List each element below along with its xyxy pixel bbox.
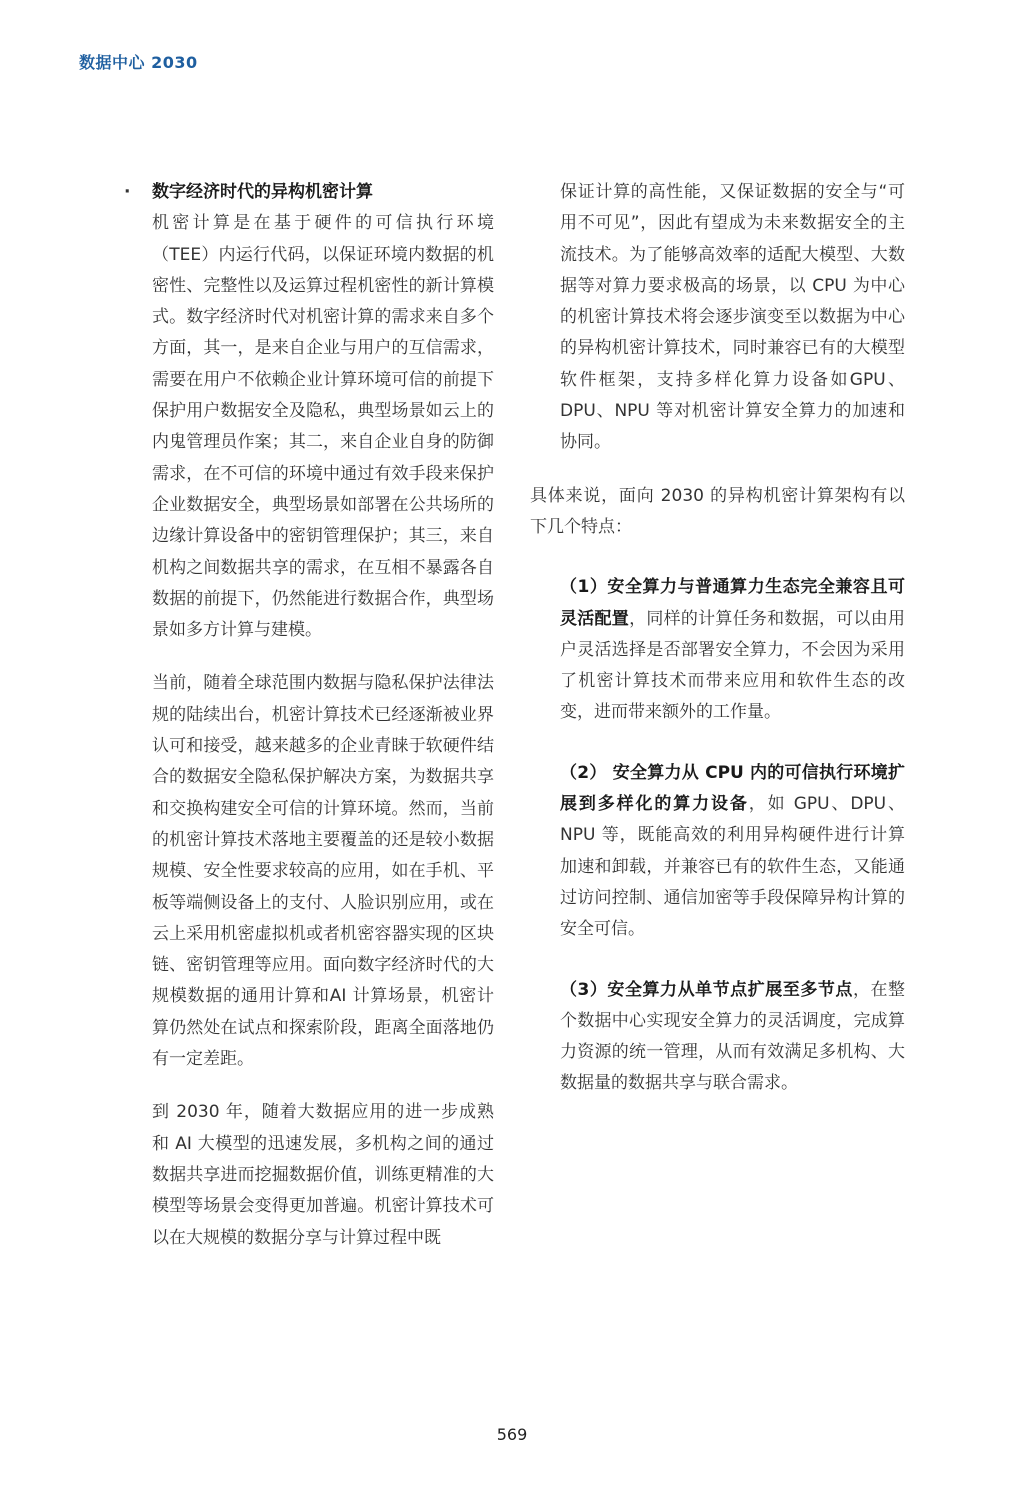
continuation-paragraph: 保证计算的高性能，又保证数据的安全与“可用不可见”，因此有望成为未来数据安全的主流技术。为了能够高效率的适配大模型、大数据等对算力要求极高的场景，以 CPU 为中心的机密计算技术将会逐步演变至以数据为中心的异构机密计算技术，同时兼容已有的大模型软件框架，支持多样化算力设备如GPU、DPU、NPU 等对机密计算安全算力的加速和协同。 [560, 182, 905, 453]
section-heading [124, 177, 494, 208]
body-paragraph-1: 机密计算是在基于硬件的可信执行环境（TEE）内运行代码，以保证环境内数据的机密性、完整性以及运算过程机密性的新计算模式。数字经济时代对机密计算的需求来自多个方面，其一，是来自企业与用户的互信需求，需要在用户不依赖企业计算环境可信的前提下保护用户数据安全及隐私，典型场景如云上的内鬼管理员作案；其二，来自企业自身的防御需求，在不可信的环境中通过有效手段来保护企业数据安全，典型场景如部署在公共场所的边缘计算设备中的密钥管理保护；其三，来自机构之间数据共享的需求，在互相不暴露各自数据的前提下，仍然能进行数据合作，典型场景如多方计算与建模。 [152, 213, 494, 641]
feature-2-heading: （2） 安全算力从 CPU 内的可信执行环境扩展到多样化的算力设备 [560, 762, 905, 815]
right-column [530, 177, 905, 1100]
feature-item-2 [530, 758, 905, 946]
section-heading-text: 数字经济时代的异构机密计算 [152, 182, 373, 202]
body-paragraph-3: 到 2030 年，随着大数据应用的进一步成熟和 AI 大模型的迅速发展，多机构之间的通过数据共享进而挖掘数据价值，训练更精准的大模型等场景会变得更加普遍。机密计算技术可以在大规模的数据分享与计算过程中既 [152, 1102, 494, 1248]
feature-1-heading: （1）安全算力与普通算力生态完全兼容且可灵活配置 [560, 577, 905, 629]
running-header: 数据中心 2030 [79, 53, 198, 72]
left-column [124, 177, 494, 1254]
body-paragraph-2: 当前，随着全球范围内数据与隐私保护法律法规的陆续出台，机密计算技术已经逐渐被业界认可和接受，越来越多的企业青睐于软硬件结合的数据安全隐私保护解决方案，为数据共享和交换构建安全可信的计算环境。然而，当前的机密计算技术落地主要覆盖的还是较小数据规模、安全性要求较高的应用，如在手机、平板等端侧设备上的支付、人脸识别应用，或在云上采用机密虚拟机或者机密容器实现的区块链、密钥管理等应用。面向数字经济时代的大规模数据的通用计算和AI 计算场景，机密计算仍然处在试点和探索阶段，距离全面落地仍有一定差距。 [152, 673, 494, 1070]
intro-paragraph: 具体来说，面向 2030 的异构机密计算架构有以下几个特点： [530, 485, 905, 537]
feature-2-text: ，如 GPU、DPU、NPU 等，既能高效的利用异构硬件进行计算加速和卸载，并兼容已有的软件生态，又能通过访问控制、通信加密等手段保障异构计算的安全可信。 [560, 794, 906, 940]
page-number: 569 [496, 1425, 528, 1444]
bullet-icon: · [124, 182, 131, 202]
feature-3-text: ，在整个数据中心实现安全算力的灵活调度，完成算力资源的统一管理，从而有效满足多机构、大数据量的数据共享与联合需求。 [560, 979, 906, 1094]
feature-item-3 [530, 975, 905, 1100]
feature-1-text: ，同样的计算任务和数据，可以由用户灵活选择是否部署安全算力，不会因为采用了机密计算技术而带来应用和软件生态的改变，进而带来额外的工作量。 [560, 608, 906, 723]
feature-3-heading: （3）安全算力从单节点扩展至多节点 [560, 979, 853, 1000]
feature-item-1 [530, 572, 905, 728]
